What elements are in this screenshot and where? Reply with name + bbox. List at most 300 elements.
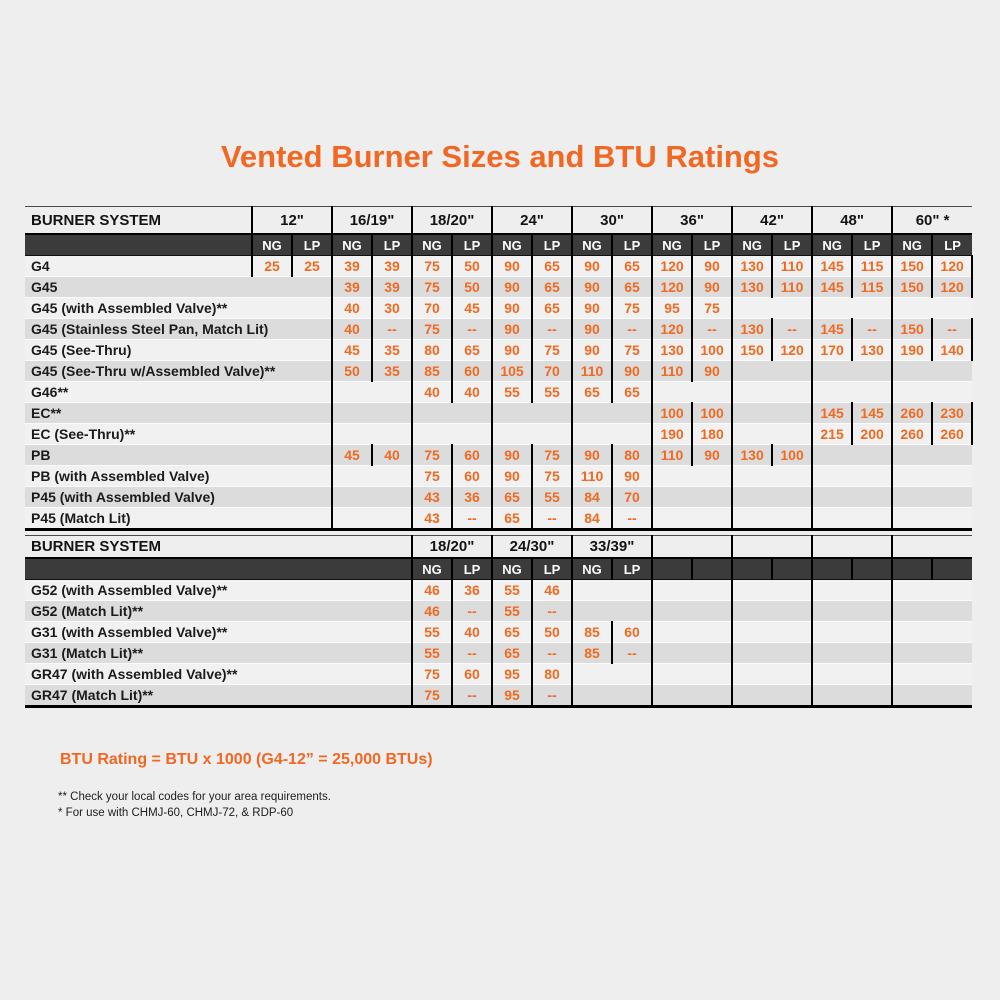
burner-system-label: EC (See-Thru)**: [25, 424, 332, 445]
btu-value-ng-cell: 55: [412, 643, 452, 664]
btu-value-lp-cell: [372, 403, 412, 424]
vented-burner-table-secondary: [25, 535, 972, 708]
btu-value-ng-cell: [892, 508, 932, 530]
burner-system-label: G45 (See-Thru w/Assembled Valve)**: [25, 361, 332, 382]
btu-value-ng-cell: 145: [812, 403, 852, 424]
btu-value-lp-cell: [372, 424, 412, 445]
btu-value-lp-cell: [692, 487, 732, 508]
burner-system-label: P45 (Match Lit): [25, 508, 332, 530]
btu-value-lp-cell: 55: [532, 382, 572, 403]
btu-value-ng-cell: 120: [652, 277, 692, 298]
btu-value-lp-cell: [772, 601, 812, 622]
btu-value-ng-cell: [652, 601, 692, 622]
btu-value-lp-cell: 90: [692, 256, 732, 277]
btu-value-lp-cell: 75: [692, 298, 732, 319]
btu-value-lp-cell: [852, 298, 892, 319]
btu-value-lp-cell: [852, 361, 892, 382]
btu-value-ng-cell: [892, 298, 932, 319]
btu-value-ng-cell: [652, 643, 692, 664]
gas-type-header-ng: NG: [332, 234, 372, 256]
btu-value-ng-cell: 90: [572, 340, 612, 361]
size-column-header: 48": [812, 207, 892, 235]
btu-value-ng-cell: 84: [572, 508, 612, 530]
btu-value-lp-cell: 90: [692, 361, 732, 382]
burner-system-header: BURNER SYSTEM: [25, 207, 252, 235]
table-row: [25, 685, 972, 707]
table-row: [25, 466, 972, 487]
table-row: [25, 298, 972, 319]
btu-value-lp-cell: 230: [932, 403, 972, 424]
table-row: [25, 508, 972, 530]
btu-value-lp-cell: [852, 508, 892, 530]
btu-value-ng-cell: 90: [492, 319, 532, 340]
btu-value-ng-cell: 100: [652, 403, 692, 424]
btu-value-ng-cell: 65: [492, 622, 532, 643]
btu-value-lp-cell: 90: [692, 445, 732, 466]
gas-type-header-lp: LP: [772, 234, 812, 256]
btu-value-lp-cell: [772, 466, 812, 487]
burner-system-label: G31 (Match Lit)**: [25, 643, 412, 664]
gas-type-header-ng: [892, 558, 932, 580]
btu-value-ng-cell: 40: [412, 382, 452, 403]
btu-value-ng-cell: 75: [412, 445, 452, 466]
btu-value-lp-cell: [852, 580, 892, 601]
gas-type-header-ng: NG: [412, 558, 452, 580]
btu-value-ng-cell: [812, 466, 852, 487]
btu-value-ng-cell: [572, 664, 612, 685]
gas-type-header-lp: LP: [372, 234, 412, 256]
btu-value-ng-cell: 46: [412, 601, 452, 622]
btu-value-ng-cell: 90: [572, 298, 612, 319]
btu-value-lp-cell: [772, 403, 812, 424]
btu-value-lp-cell: 110: [772, 277, 812, 298]
gas-type-header-lp: LP: [852, 234, 892, 256]
btu-value-ng-cell: [332, 508, 372, 530]
btu-value-ng-cell: 55: [492, 580, 532, 601]
btu-value-lp-cell: [932, 622, 972, 643]
gas-type-row: [25, 558, 972, 580]
btu-value-lp-cell: [932, 580, 972, 601]
btu-value-ng-cell: [732, 622, 772, 643]
btu-value-ng-cell: 215: [812, 424, 852, 445]
btu-value-ng-cell: [652, 382, 692, 403]
btu-value-lp-cell: [692, 508, 732, 530]
btu-value-lp-cell: 80: [532, 664, 572, 685]
gas-type-header-lp: LP: [932, 234, 972, 256]
btu-value-ng-cell: [732, 466, 772, 487]
btu-value-ng-cell: 55: [492, 601, 532, 622]
btu-value-lp-cell: 145: [852, 403, 892, 424]
btu-value-lp-cell: 70: [612, 487, 652, 508]
btu-value-lp-cell: 120: [932, 256, 972, 277]
btu-value-lp-cell: --: [532, 601, 572, 622]
size-column-header: 24/30": [492, 536, 572, 559]
btu-value-ng-cell: 70: [412, 298, 452, 319]
gas-type-header-lp: [692, 558, 732, 580]
btu-value-ng-cell: [732, 424, 772, 445]
btu-value-lp-cell: 65: [452, 340, 492, 361]
btu-value-ng-cell: 130: [652, 340, 692, 361]
btu-value-ng-cell: 40: [332, 298, 372, 319]
btu-value-lp-cell: [612, 685, 652, 707]
btu-value-ng-cell: [332, 403, 372, 424]
btu-value-ng-cell: [572, 424, 612, 445]
btu-value-lp-cell: 80: [612, 445, 652, 466]
btu-value-lp-cell: 36: [452, 580, 492, 601]
btu-value-ng-cell: [812, 580, 852, 601]
btu-value-ng-cell: [732, 298, 772, 319]
btu-value-lp-cell: --: [772, 319, 812, 340]
btu-value-lp-cell: [772, 664, 812, 685]
btu-value-lp-cell: 200: [852, 424, 892, 445]
btu-value-lp-cell: [452, 424, 492, 445]
btu-value-lp-cell: 30: [372, 298, 412, 319]
size-header-row: [25, 536, 972, 559]
size-column-header: 60" *: [892, 207, 972, 235]
btu-value-lp-cell: [612, 424, 652, 445]
btu-value-ng-cell: [412, 403, 452, 424]
gas-type-header-lp: LP: [452, 558, 492, 580]
btu-value-lp-cell: 110: [772, 256, 812, 277]
burner-system-label: PB (with Assembled Valve): [25, 466, 332, 487]
size-column-header: 18/20": [412, 207, 492, 235]
btu-value-ng-cell: [812, 601, 852, 622]
btu-value-lp-cell: --: [612, 643, 652, 664]
gas-type-header-ng: NG: [492, 558, 532, 580]
btu-value-lp-cell: [692, 580, 732, 601]
btu-value-lp-cell: [932, 487, 972, 508]
btu-value-ng-cell: [652, 622, 692, 643]
btu-value-lp-cell: [932, 601, 972, 622]
btu-value-lp-cell: [772, 622, 812, 643]
btu-value-ng-cell: 50: [332, 361, 372, 382]
btu-value-lp-cell: 70: [532, 361, 572, 382]
btu-value-ng-cell: [732, 361, 772, 382]
btu-value-lp-cell: 75: [532, 445, 572, 466]
btu-value-lp-cell: 60: [452, 664, 492, 685]
btu-value-lp-cell: 60: [452, 466, 492, 487]
gas-type-header-ng: NG: [412, 234, 452, 256]
burner-system-label: G52 (Match Lit)**: [25, 601, 412, 622]
size-column-header: [652, 536, 732, 559]
size-column-header: 42": [732, 207, 812, 235]
btu-value-ng-cell: [572, 580, 612, 601]
btu-value-lp-cell: 100: [772, 445, 812, 466]
btu-value-lp-cell: 65: [532, 256, 572, 277]
btu-value-ng-cell: [812, 643, 852, 664]
btu-value-lp-cell: [612, 403, 652, 424]
btu-value-lp-cell: 50: [532, 622, 572, 643]
size-column-header: 16/19": [332, 207, 412, 235]
burner-system-label: G31 (with Assembled Valve)**: [25, 622, 412, 643]
btu-value-lp-cell: [932, 298, 972, 319]
btu-value-lp-cell: --: [532, 319, 572, 340]
btu-value-lp-cell: [772, 685, 812, 707]
btu-value-lp-cell: --: [452, 601, 492, 622]
btu-value-lp-cell: [852, 664, 892, 685]
btu-value-ng-cell: 75: [412, 319, 452, 340]
btu-value-ng-cell: [892, 580, 932, 601]
btu-value-lp-cell: [612, 601, 652, 622]
btu-value-ng-cell: [572, 601, 612, 622]
btu-value-lp-cell: 46: [532, 580, 572, 601]
btu-value-ng-cell: 90: [572, 277, 612, 298]
burner-system-label: G46**: [25, 382, 332, 403]
burner-system-label: G45 (Stainless Steel Pan, Match Lit): [25, 319, 332, 340]
btu-value-ng-cell: 43: [412, 487, 452, 508]
table-row: [25, 382, 972, 403]
btu-value-lp-cell: [932, 382, 972, 403]
btu-value-lp-cell: [772, 487, 812, 508]
btu-value-ng-cell: 190: [892, 340, 932, 361]
table-row: [25, 319, 972, 340]
btu-value-ng-cell: [492, 424, 532, 445]
btu-value-lp-cell: [772, 361, 812, 382]
btu-value-ng-cell: 90: [492, 466, 532, 487]
burner-system-label: G45: [25, 277, 332, 298]
btu-value-lp-cell: 180: [692, 424, 732, 445]
btu-value-ng-cell: 120: [652, 319, 692, 340]
btu-value-ng-cell: [732, 601, 772, 622]
size-column-header: 33/39": [572, 536, 652, 559]
btu-value-ng-cell: 39: [332, 277, 372, 298]
btu-value-ng-cell: 150: [892, 256, 932, 277]
table-row: [25, 361, 972, 382]
btu-value-lp-cell: 60: [612, 622, 652, 643]
btu-value-ng-cell: 110: [652, 361, 692, 382]
btu-value-lp-cell: [692, 685, 732, 707]
btu-value-lp-cell: --: [532, 643, 572, 664]
gas-type-header-ng: NG: [252, 234, 292, 256]
burner-system-label: G52 (with Assembled Valve)**: [25, 580, 412, 601]
btu-value-lp-cell: --: [692, 319, 732, 340]
btu-value-ng-cell: 85: [572, 643, 612, 664]
btu-value-ng-cell: [332, 424, 372, 445]
table-row: [25, 424, 972, 445]
btu-value-ng-cell: 45: [332, 340, 372, 361]
btu-value-ng-cell: 90: [492, 277, 532, 298]
btu-value-ng-cell: [652, 487, 692, 508]
gas-row-spacer: [25, 234, 252, 256]
btu-value-lp-cell: [772, 382, 812, 403]
btu-value-lp-cell: 115: [852, 277, 892, 298]
btu-value-ng-cell: 170: [812, 340, 852, 361]
btu-value-lp-cell: --: [452, 643, 492, 664]
btu-value-ng-cell: [732, 580, 772, 601]
btu-value-ng-cell: 105: [492, 361, 532, 382]
btu-value-lp-cell: 60: [452, 361, 492, 382]
btu-value-ng-cell: 65: [492, 643, 532, 664]
btu-value-ng-cell: 95: [652, 298, 692, 319]
btu-value-lp-cell: [612, 580, 652, 601]
btu-value-ng-cell: [652, 466, 692, 487]
btu-value-ng-cell: [812, 664, 852, 685]
btu-value-lp-cell: 40: [372, 445, 412, 466]
btu-value-ng-cell: [732, 664, 772, 685]
btu-value-ng-cell: [892, 466, 932, 487]
btu-value-lp-cell: [692, 382, 732, 403]
btu-value-ng-cell: 43: [412, 508, 452, 530]
table-row: [25, 403, 972, 424]
btu-rating-note: BTU Rating = BTU x 1000 (G4-12” = 25,000 BTUs): [60, 751, 433, 768]
btu-value-lp-cell: --: [452, 319, 492, 340]
btu-value-lp-cell: 50: [452, 277, 492, 298]
btu-value-ng-cell: [892, 361, 932, 382]
btu-value-ng-cell: 65: [492, 508, 532, 530]
btu-value-ng-cell: [892, 601, 932, 622]
btu-value-ng-cell: [572, 403, 612, 424]
gas-type-header-ng: [652, 558, 692, 580]
size-header-row: [25, 207, 972, 235]
btu-value-ng-cell: [332, 487, 372, 508]
btu-value-ng-cell: [732, 382, 772, 403]
btu-value-ng-cell: [652, 580, 692, 601]
btu-value-ng-cell: [412, 424, 452, 445]
burner-system-label: PB: [25, 445, 332, 466]
btu-value-lp-cell: 140: [932, 340, 972, 361]
btu-value-lp-cell: --: [372, 319, 412, 340]
btu-value-lp-cell: [932, 685, 972, 707]
btu-value-ng-cell: [732, 508, 772, 530]
btu-value-lp-cell: 50: [452, 256, 492, 277]
size-column-header: 36": [652, 207, 732, 235]
btu-value-ng-cell: [732, 487, 772, 508]
burner-system-label: G45 (See-Thru): [25, 340, 332, 361]
btu-value-ng-cell: [892, 643, 932, 664]
btu-value-lp-cell: --: [852, 319, 892, 340]
burner-system-label: EC**: [25, 403, 332, 424]
btu-value-ng-cell: [732, 643, 772, 664]
btu-value-lp-cell: [772, 298, 812, 319]
btu-value-lp-cell: [932, 445, 972, 466]
btu-value-ng-cell: [812, 508, 852, 530]
btu-value-ng-cell: [812, 361, 852, 382]
btu-value-lp-cell: [372, 466, 412, 487]
btu-value-ng-cell: 90: [492, 256, 532, 277]
size-column-header: [812, 536, 892, 559]
size-column-header: 18/20": [412, 536, 492, 559]
local-codes-footnote: ** Check your local codes for your area requirements.: [58, 791, 331, 803]
gas-type-header-ng: NG: [652, 234, 692, 256]
btu-value-lp-cell: --: [452, 508, 492, 530]
gas-row-spacer: [25, 558, 412, 580]
gas-type-header-ng: NG: [492, 234, 532, 256]
btu-value-ng-cell: [812, 685, 852, 707]
btu-value-ng-cell: 110: [572, 361, 612, 382]
btu-value-ng-cell: [812, 382, 852, 403]
gas-type-header-lp: LP: [612, 234, 652, 256]
btu-value-ng-cell: [492, 403, 532, 424]
btu-value-ng-cell: 75: [412, 256, 452, 277]
burner-system-label: GR47 (with Assembled Valve)**: [25, 664, 412, 685]
btu-value-ng-cell: [652, 685, 692, 707]
btu-value-ng-cell: 95: [492, 664, 532, 685]
btu-value-ng-cell: 150: [892, 319, 932, 340]
btu-value-lp-cell: 25: [292, 256, 332, 277]
btu-value-lp-cell: 65: [612, 277, 652, 298]
btu-value-lp-cell: 90: [612, 466, 652, 487]
gas-type-header-lp: LP: [532, 558, 572, 580]
btu-value-ng-cell: 46: [412, 580, 452, 601]
btu-value-lp-cell: 55: [532, 487, 572, 508]
btu-value-lp-cell: 75: [532, 340, 572, 361]
btu-value-ng-cell: 260: [892, 403, 932, 424]
btu-value-lp-cell: 45: [452, 298, 492, 319]
btu-value-lp-cell: 90: [612, 361, 652, 382]
size-column-header: 24": [492, 207, 572, 235]
btu-value-ng-cell: 110: [652, 445, 692, 466]
btu-value-ng-cell: 90: [572, 256, 612, 277]
btu-value-ng-cell: 130: [732, 256, 772, 277]
btu-value-ng-cell: 95: [492, 685, 532, 707]
gas-type-row: [25, 234, 972, 256]
btu-value-lp-cell: 75: [532, 466, 572, 487]
btu-value-ng-cell: 65: [572, 382, 612, 403]
btu-value-lp-cell: [372, 382, 412, 403]
btu-value-ng-cell: [812, 298, 852, 319]
btu-value-ng-cell: 145: [812, 319, 852, 340]
btu-value-lp-cell: [772, 580, 812, 601]
table-row: [25, 256, 972, 277]
btu-value-ng-cell: [652, 664, 692, 685]
btu-value-ng-cell: 90: [492, 445, 532, 466]
vented-burner-table-primary: [25, 206, 973, 531]
size-column-header: 12": [252, 207, 332, 235]
size-column-header: 30": [572, 207, 652, 235]
btu-value-ng-cell: 75: [412, 466, 452, 487]
btu-value-lp-cell: [932, 361, 972, 382]
btu-value-ng-cell: 65: [492, 487, 532, 508]
btu-value-lp-cell: 100: [692, 403, 732, 424]
btu-value-ng-cell: [732, 685, 772, 707]
btu-value-lp-cell: [772, 508, 812, 530]
table-row: [25, 487, 972, 508]
btu-value-lp-cell: --: [932, 319, 972, 340]
btu-value-ng-cell: 90: [492, 340, 532, 361]
btu-value-ng-cell: 75: [412, 277, 452, 298]
btu-value-ng-cell: [332, 466, 372, 487]
btu-value-ng-cell: 39: [332, 256, 372, 277]
btu-value-ng-cell: 145: [812, 256, 852, 277]
btu-value-lp-cell: 260: [932, 424, 972, 445]
btu-value-lp-cell: [692, 622, 732, 643]
btu-value-lp-cell: 120: [932, 277, 972, 298]
table-row: [25, 601, 972, 622]
btu-value-lp-cell: [692, 643, 732, 664]
btu-value-lp-cell: [532, 403, 572, 424]
btu-value-lp-cell: [772, 424, 812, 445]
btu-value-lp-cell: --: [532, 508, 572, 530]
size-column-header: [732, 536, 812, 559]
gas-type-header-ng: [732, 558, 772, 580]
table-row: [25, 340, 972, 361]
table-row: [25, 277, 972, 298]
page-title: Vented Burner Sizes and BTU Ratings: [220, 139, 780, 174]
btu-value-lp-cell: [852, 685, 892, 707]
btu-value-ng-cell: 75: [412, 685, 452, 707]
btu-value-lp-cell: 40: [452, 382, 492, 403]
btu-value-lp-cell: --: [452, 685, 492, 707]
btu-value-ng-cell: 145: [812, 277, 852, 298]
btu-value-lp-cell: 65: [612, 382, 652, 403]
gas-type-header-lp: LP: [692, 234, 732, 256]
btu-value-lp-cell: 36: [452, 487, 492, 508]
btu-value-lp-cell: 120: [772, 340, 812, 361]
table-row: [25, 580, 972, 601]
gas-type-header-ng: NG: [892, 234, 932, 256]
gas-type-header-ng: NG: [812, 234, 852, 256]
btu-value-lp-cell: 65: [532, 277, 572, 298]
